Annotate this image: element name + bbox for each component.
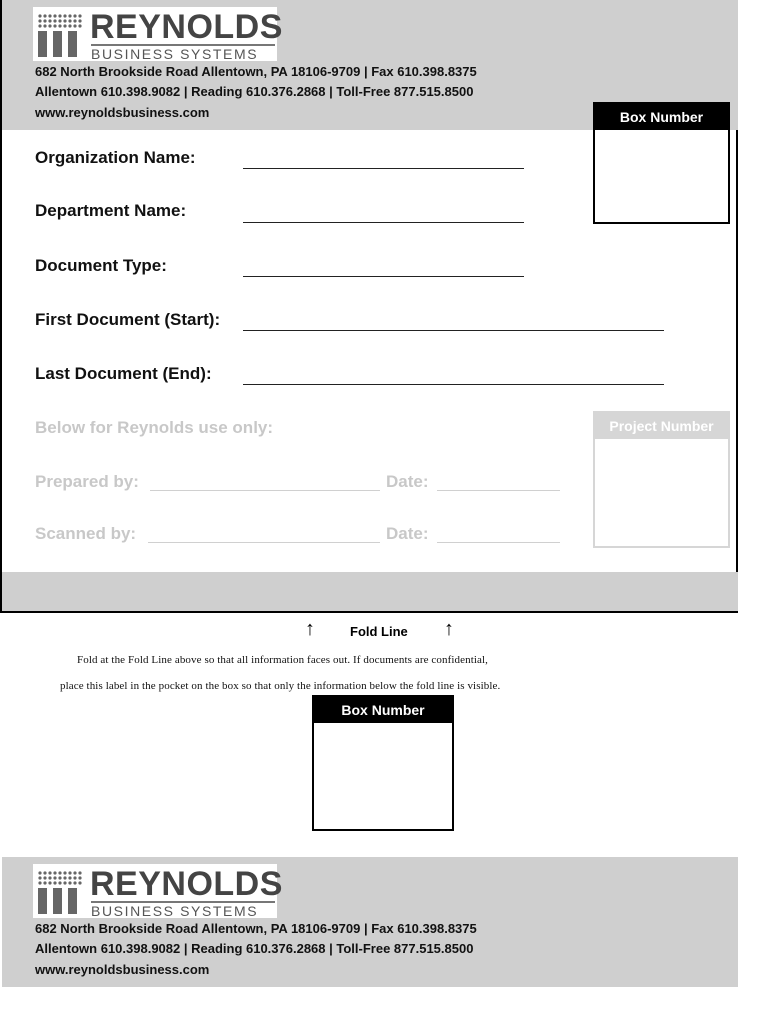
company-logo-bottom bbox=[33, 864, 283, 919]
first-document-field[interactable] bbox=[243, 330, 664, 331]
fold-instruction-line-2: place this label in the pocket on the box so that only the information below the fold line is visible. bbox=[60, 680, 501, 692]
phone-line-bottom: Allentown 610.398.9082 | Reading 610.376.2868 | Toll-Free 877.515.8500 bbox=[35, 941, 474, 956]
box-number-heading: Box Number bbox=[595, 104, 728, 130]
website: www.reynoldsbusiness.com bbox=[35, 105, 210, 120]
box-number-heading-center: Box Number bbox=[314, 697, 452, 723]
logo-subtitle: BUSINESS SYSTEMS bbox=[91, 44, 275, 60]
first-document-label: First Document (Start): bbox=[35, 310, 221, 329]
organization-name-label: Organization Name: bbox=[35, 148, 196, 167]
logo-mark-icon bbox=[36, 870, 82, 914]
phone-line: Allentown 610.398.9082 | Reading 610.376.2868 | Toll-Free 877.515.8500 bbox=[35, 84, 474, 99]
last-document-label: Last Document (End): bbox=[35, 364, 212, 383]
prepared-by-label: Prepared by: bbox=[35, 472, 139, 491]
last-document-field[interactable] bbox=[243, 384, 664, 385]
footer-band-top-label bbox=[2, 572, 738, 611]
fold-arrow-up-icon: ↑ bbox=[305, 618, 315, 640]
organization-name-field[interactable] bbox=[243, 168, 524, 169]
website-bottom: www.reynoldsbusiness.com bbox=[35, 962, 210, 977]
logo-wordmark: REYNOLDS bbox=[90, 865, 283, 903]
project-number-box bbox=[593, 411, 730, 548]
scanned-by-field[interactable] bbox=[148, 542, 380, 543]
document-type-label: Document Type: bbox=[35, 256, 167, 275]
scanned-by-label: Scanned by: bbox=[35, 524, 137, 543]
scanned-date-label: Date: bbox=[386, 524, 429, 543]
box-number-box bbox=[593, 102, 730, 224]
address-line-bottom: 682 North Brookside Road Allentown, PA 18106-9709 | Fax 610.398.8375 bbox=[35, 921, 477, 936]
fold-arrow-up-icon: ↑ bbox=[444, 618, 454, 640]
document-type-field[interactable] bbox=[243, 276, 524, 277]
box-number-box-center bbox=[312, 695, 454, 831]
internal-use-heading: Below for Reynolds use only: bbox=[35, 418, 274, 437]
logo-wordmark: REYNOLDS bbox=[90, 8, 283, 46]
prepared-date-label: Date: bbox=[386, 472, 429, 491]
prepared-date-field[interactable] bbox=[437, 490, 560, 491]
company-logo bbox=[33, 7, 283, 62]
fold-instruction-line-1: Fold at the Fold Line above so that all information faces out. If documents are confidential, bbox=[77, 654, 488, 666]
address-line: 682 North Brookside Road Allentown, PA 18106-9709 | Fax 610.398.8375 bbox=[35, 64, 477, 79]
project-number-heading: Project Number bbox=[595, 413, 728, 439]
logo-mark-icon bbox=[36, 13, 82, 57]
scanned-date-field[interactable] bbox=[437, 542, 560, 543]
fold-line-label: Fold Line bbox=[350, 624, 408, 639]
department-name-field[interactable] bbox=[243, 222, 524, 223]
department-name-label: Department Name: bbox=[35, 201, 187, 220]
logo-subtitle: BUSINESS SYSTEMS bbox=[91, 901, 275, 917]
prepared-by-field[interactable] bbox=[150, 490, 380, 491]
